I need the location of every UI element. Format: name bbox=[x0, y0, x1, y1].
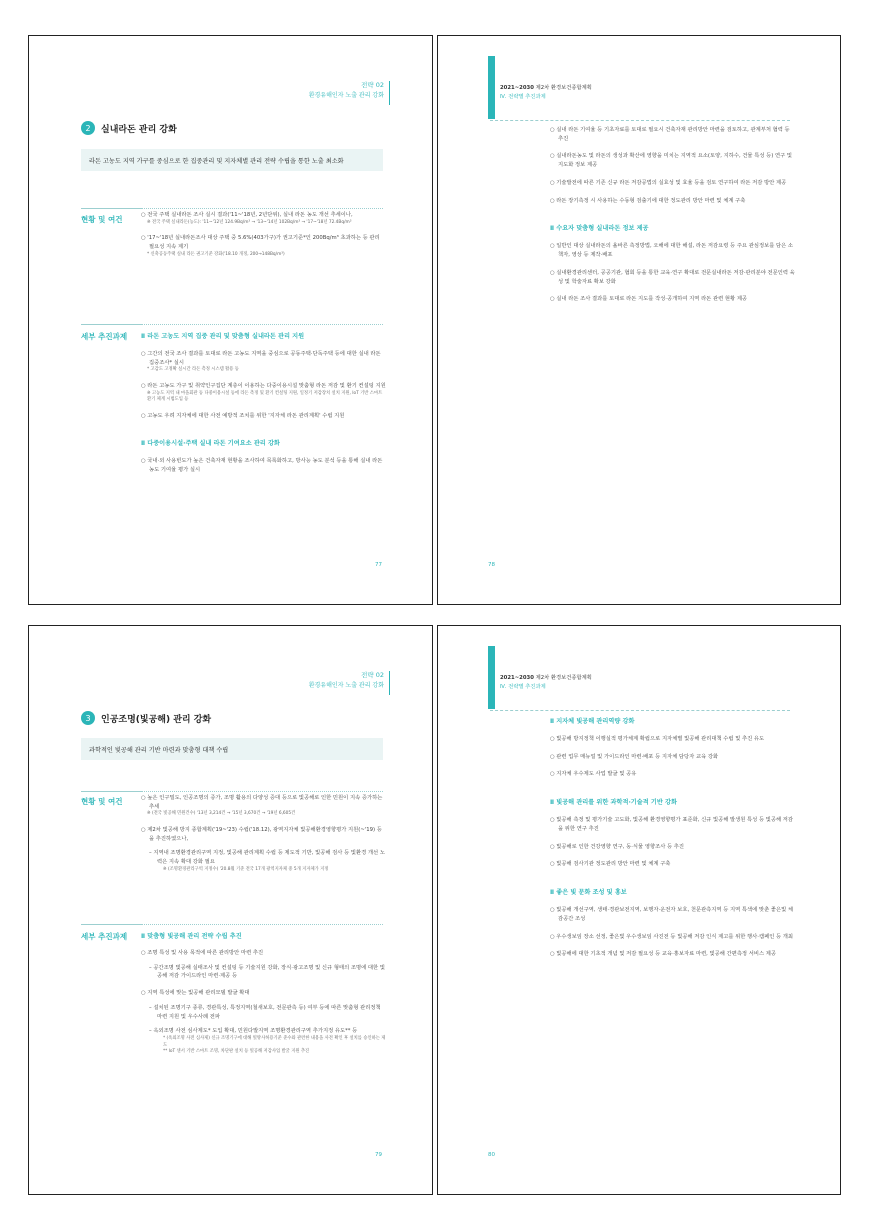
list-item: ○ 우수생보임 장소 선정, 좋은빛 우수생보임 사진전 등 빛공해 저감 인식 제고를 위한 행사·캠페인 등 개최 bbox=[550, 933, 794, 940]
status-note: ※ 전국 주택 실내라돈(농도): '11~'12년 124.9Bq/m³ → '13~'14년 102Bq/m³ → '17~'18년 72.4Bq/m³ bbox=[147, 219, 352, 225]
divider bbox=[141, 924, 383, 925]
content bbox=[550, 126, 795, 304]
list-item: ○ 실내라돈농도 및 라돈의 생성과 확산에 영향을 미치는 지역적 요소(토양, 지하수, 건물 특성 등) 연구 및 지도화 정보 제공 bbox=[550, 153, 793, 169]
status-item: ○ 전국 주택 실내라돈 조사 실시 결과('11~'18년, 2년단위), 실내 라돈 농도 개선 추세이나, bbox=[141, 212, 353, 218]
task-item: ○ 조명 특성 및 사용 목적에 따른 관리방안 마련 추진 bbox=[141, 950, 264, 956]
sub-heading: Ⅱ 좋은 빛 문화 조성 및 홍보 bbox=[550, 889, 627, 897]
page-number: 80 bbox=[488, 1152, 495, 1158]
page-77 bbox=[28, 35, 433, 605]
plan-title: 제2차 환경보건종합계획 bbox=[535, 675, 592, 681]
status-note: ※ (전국 빛공해 민원건수) '13년 3,214건 → '15년 3,670건 → '19년 6,605건 bbox=[147, 811, 296, 817]
task-heading: Ⅱ 라돈 고농도 지역 집중 관리 및 맞춤형 실내라돈 관리 지원 bbox=[141, 333, 305, 340]
list-item: ○ 라돈 장기측정 시 사용하는 수동형 검출기에 대한 정도관리 방안 마련 및 체계 구축 bbox=[550, 197, 746, 204]
divider bbox=[490, 120, 790, 121]
plan-years: 2021~2030 bbox=[500, 85, 534, 91]
task-item: ○ 그간의 전국 조사 결과를 토대로 라돈 고농도 지역을 중심으로 공동주택·단독주택 등에 대한 실내 라돈 집중조사* 실시 bbox=[141, 351, 381, 366]
divider bbox=[141, 324, 383, 325]
status-item: ○ 제2차 빛공해 방지 종합계획('19~'23) 수립('18.12), 광역지자체 빛공해환경영향평가 지원(~'19) 등을 추진하였으나, bbox=[141, 826, 382, 842]
list-item: ○ 관련 업무 매뉴얼 및 가이드라인 마련·배포 등 지자체 담당자 교육 강화 bbox=[550, 753, 719, 760]
divider bbox=[81, 924, 141, 925]
divider bbox=[81, 208, 141, 209]
tasks-label: 세부 추진과제 bbox=[81, 932, 128, 941]
list-item: ○ 빛공해 측정 및 평가기술 고도화, 빛공해 환경영향평가 표준화, 신규 빛공해 발생원 특성 등 빛공해 저감을 위한 연구 추진 bbox=[550, 817, 794, 832]
chapter-subtitle: Ⅳ. 전략별 추진과제 bbox=[500, 684, 546, 690]
list-item: ○ 실내환경관리센터, 공공기관, 협회 등을 통한 교육·연구 확대로 전문실내라돈 저감·관리분야 전문인력 육성 및 학술자료 확보 강화 bbox=[550, 269, 795, 285]
page-79 bbox=[28, 625, 433, 1195]
section-title-text: 실내라돈 관리 강화 bbox=[101, 124, 177, 135]
status-note: ※ (조명환경관리구역 지정수) '20.8월 기준 전국 17개 광역지자체 중 5개 지자체가 지정 bbox=[163, 866, 329, 872]
strategy-subtitle: 환경유해인자 노출 관리 강화 bbox=[308, 681, 384, 689]
list-item: ○ 빛공해 방지정책 이행실적 평가체계 확립으로 지자체별 빛공해 관리대책 수립 및 추진 유도 bbox=[550, 736, 765, 742]
strategy-subtitle: 환경유해인자 노출 관리 강화 bbox=[308, 91, 384, 99]
status-label: 현황 및 여건 bbox=[81, 215, 123, 224]
summary-box bbox=[81, 738, 383, 760]
section-title bbox=[81, 711, 211, 725]
summary-text: 과학적인 빛공해 관리 기반 마련과 맞춤형 대책 수립 bbox=[89, 746, 229, 754]
page-number: 77 bbox=[375, 562, 382, 568]
list-item: ○ 빛공해 개선구역, 생태·경관보전지역, 보행자·운전자 보호, 천문관측지역 등 지역 특색에 맞춘 좋은빛 체감공간 조성 bbox=[550, 907, 794, 922]
list-item: ○ 실내 라돈 조사 결과를 토대로 라돈 지도를 작성·공개하여 지역 라돈 관련 현황 제공 bbox=[550, 296, 748, 303]
plan-years: 2021~2030 bbox=[500, 675, 534, 681]
task-note: * (옥외조명 사전 심사제) 신규 조명기구에 대해 빛방사허용기준 준수와 관련한 내용을 사전 확인 후 설치를 승인하는 제도 bbox=[163, 1036, 386, 1048]
task-subitem: – 설치된 조명기구 종류, 경관특성, 특정지역(철새보호, 전문관측 등) 여부 등에 따른 맞춤형 관리정책 마련 지원 및 우수사례 전파 bbox=[149, 1004, 381, 1020]
task-item: ○ 국내·외 사용빈도가 높은 건축자재 현황을 조사하여 목록화하고, 방사능 농도 분석 등을 통해 실내 라돈 농도 기여율 평가 실시 bbox=[141, 458, 383, 473]
strategy-tag: 전략 02 bbox=[361, 671, 384, 679]
summary-box bbox=[81, 149, 383, 171]
tasks-content bbox=[141, 931, 386, 1055]
status-subitem: – 지역내 조명환경관리구역 지정, 빛공해 관리계획 수립 등 제도적 기반, 빛공해 검사 등 빛환경 개선 노력은 지속 확대 강화 필요 bbox=[149, 850, 385, 866]
task-subitem: – 공간조명 빛공해 실태조사 및 컨설팅 등 기술지원 강화, 장식·광고조명 및 신규 형태의 조명에 대한 빛공해 저감 가이드라인 마련·제공 등 bbox=[149, 964, 385, 980]
page-78 bbox=[437, 35, 841, 605]
tasks-label: 세부 추진과제 bbox=[81, 332, 128, 341]
section-number: 2 bbox=[81, 121, 95, 135]
chapter-subtitle: Ⅳ. 전략별 추진과제 bbox=[500, 94, 546, 100]
strategy-tag: 전략 02 bbox=[361, 81, 384, 89]
header-divider bbox=[389, 671, 390, 695]
divider bbox=[81, 324, 141, 325]
task-item: ○ 지역 특성에 맞는 빛공해 관리모델 발굴 확대 bbox=[141, 990, 250, 997]
page-header bbox=[309, 671, 384, 690]
page-80 bbox=[437, 625, 841, 1195]
section-title-text: 인공조명(빛공해) 관리 강화 bbox=[101, 714, 212, 725]
status-item: ○ 높은 인구밀도, 인공조명의 증가, 조명 활용의 다양성 증대 등으로 빛공해로 인한 민원이 지속 증가하는 추세 bbox=[141, 795, 383, 810]
task-note: ※ 고농도 지역 내 마을회관 등 다중이용시설 등에 라돈 측정 및 환기 컨설팅 지원, 일정기 저감장치 설치 지원, IoT 기반 스마트환기 체계 시범도입 등 bbox=[147, 390, 383, 403]
section-title bbox=[81, 121, 177, 135]
status-content bbox=[141, 794, 386, 873]
page-number: 79 bbox=[375, 1152, 382, 1158]
divider bbox=[141, 791, 383, 792]
header-accent-bar bbox=[488, 56, 495, 119]
status-item: ○ '17~'18년 실내라돈조사 대상 주택 중 5.6%(403가구)가 권고기준*인 200Bq/m³ 초과하는 등 관리 필요성 지속 제기 bbox=[141, 235, 380, 250]
divider bbox=[490, 710, 790, 711]
task-heading: Ⅱ 맞춤형 빛공해 관리 전략 수립 추진 bbox=[141, 933, 242, 940]
list-item: ○ 빛공해 검사기관 정도관리 방안 마련 및 체계 구축 bbox=[550, 861, 671, 868]
task-note: ** IoT 센서 기반 스마트 조명, 차단판 설치 등 빛공해 저감사업 발굴 지원 추진 bbox=[163, 1049, 310, 1055]
page-number: 78 bbox=[488, 562, 495, 568]
sub-heading: Ⅱ 지자체 빛공해 관리역량 강화 bbox=[550, 718, 635, 725]
status-label: 현황 및 여건 bbox=[81, 797, 123, 806]
list-item: ○ 실내 라돈 기여율 등 기초자료를 토대로 필요시 건축자재 관리방안 마련을 검토하고, 관계부처 협력 등 추진 bbox=[550, 127, 790, 142]
task-heading: Ⅱ 다중이용시설·주택 실내 라돈 기여요소 관리 강화 bbox=[141, 440, 280, 448]
divider bbox=[81, 791, 141, 792]
status-note: * 신축공동주택 실내 라돈 권고기준 강화('18.10 개정, 200→148Bq/m³) bbox=[147, 251, 285, 257]
page-header bbox=[309, 81, 384, 100]
task-item: ○ 라돈 고농도 가구 및 취약인구집단 계층이 이용하는 다중이용시설 맞춤형 라돈 저감 및 환기 컨설팅 지원 bbox=[141, 382, 386, 389]
page-header bbox=[500, 84, 592, 102]
list-item: ○ 빛공해로 인한 건강영향 연구, 동·식물 영향조사 등 추진 bbox=[550, 843, 685, 850]
header-divider bbox=[389, 81, 390, 105]
summary-text: 라돈 고농도 지역 가구를 중심으로 한 집중관리 및 지자체별 관리 전략 수립을 통한 노출 최소화 bbox=[89, 157, 344, 165]
header-accent-bar bbox=[488, 646, 495, 709]
divider bbox=[141, 208, 383, 209]
tasks-content bbox=[141, 331, 386, 475]
list-item: ○ 빛공해에 대한 기초적 개념 및 저감 필요성 등 교육·홍보자료 마련, 빛공해 간편측정 서비스 제공 bbox=[550, 951, 777, 958]
section-number: 3 bbox=[81, 711, 95, 725]
page-header bbox=[500, 674, 592, 692]
task-subitem: – 옥외조명 사전 심사제도* 도입 확대, 민원다발지역 조명환경관리구역 추가지정 유도** 등 bbox=[149, 1028, 358, 1035]
status-content bbox=[141, 211, 386, 258]
task-item: ○ 고농도 우려 지자체에 대한 사전 예방적 조치를 위한 '지자체 라돈 관리계획' 수립 지원 bbox=[141, 412, 345, 419]
sub-heading: Ⅱ 빛공해 관리를 위한 과학적·기술적 기반 강화 bbox=[550, 799, 677, 807]
plan-title: 제2차 환경보건종합계획 bbox=[535, 85, 592, 91]
list-item: ○ 일반인 대상 실내라돈의 올바른 측정방법, 오해에 대한 해설, 라돈 저감요령 등 주요 관심정보를 담은 소책자, 영상 등 제작·배포 bbox=[550, 243, 794, 259]
list-item: ○ 지자체 우수제도 사업 발굴 및 공유 bbox=[550, 771, 637, 778]
list-item: ○ 기술발전에 따른 기존 신규 라돈 저감공법의 실효성 및 효율 등을 검토 연구하여 라돈 저감 방안 제공 bbox=[550, 179, 787, 186]
sub-heading: Ⅱ 수요자 맞춤형 실내라돈 정보 제공 bbox=[550, 225, 649, 233]
task-note: * 고감도 고정확 실시간 라돈 측정 시스템 활용 등 bbox=[147, 367, 239, 373]
content bbox=[550, 716, 795, 959]
